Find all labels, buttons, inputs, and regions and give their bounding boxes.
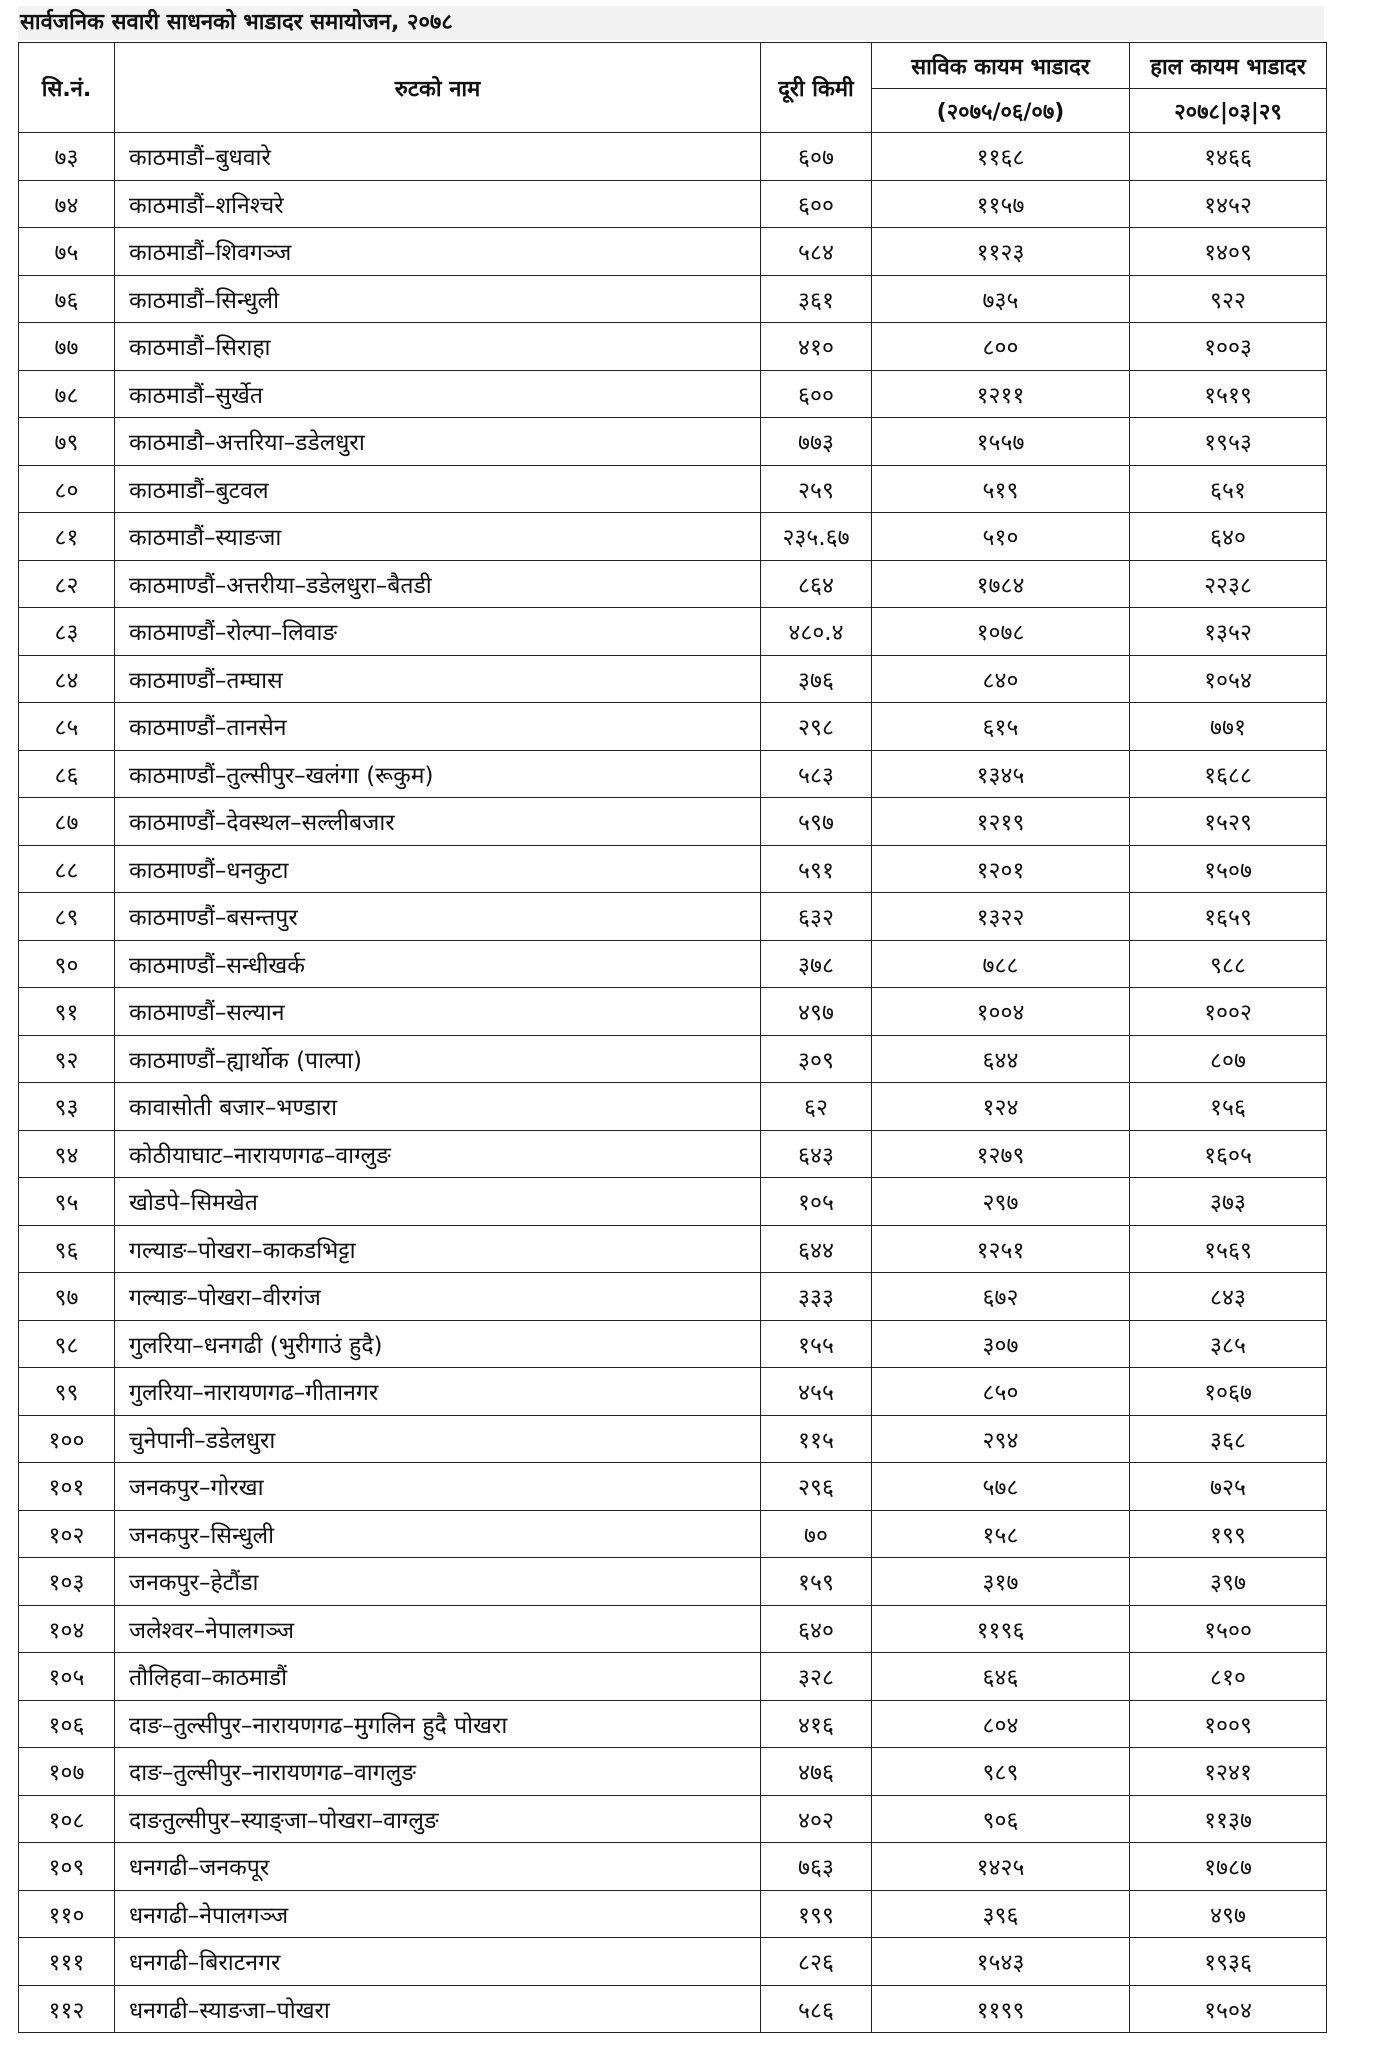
table-row [19, 323, 1327, 371]
cell-route-name: काठमाडौं–सुर्खेत [115, 370, 761, 418]
table-row [19, 1035, 1327, 1083]
cell-old-fare: ५७८ [872, 1463, 1130, 1511]
cell-old-fare: ८०० [872, 323, 1130, 371]
table-row [19, 1700, 1327, 1748]
cell-distance: ६०० [761, 370, 872, 418]
cell-route-name: कावासोती बजार–भण्डारा [115, 1083, 761, 1131]
cell-route-name: काठमाण्डौं–तुल्सीपुर–खलंगा (रूकुम) [115, 750, 761, 798]
cell-new-fare: १५६९ [1130, 1225, 1327, 1273]
cell-route-name: दाङ–तुल्सीपुर–नारायणगढ–मुगलिन हुदै पोखरा [115, 1700, 761, 1748]
cell-new-fare: १००९ [1130, 1700, 1327, 1748]
cell-distance: ४७६ [761, 1748, 872, 1796]
cell-distance: ३७६ [761, 655, 872, 703]
cell-new-fare: १३५२ [1130, 608, 1327, 656]
cell-serial-number: १११ [19, 1938, 115, 1986]
cell-serial-number: ८५ [19, 703, 115, 751]
cell-serial-number: १०५ [19, 1653, 115, 1701]
cell-new-fare: १५६ [1130, 1083, 1327, 1131]
cell-new-fare: ७२५ [1130, 1463, 1327, 1511]
cell-old-fare: १५८ [872, 1510, 1130, 1558]
cell-route-name: काठमाडौं–बुधवारे [115, 133, 761, 181]
cell-old-fare: १४२५ [872, 1843, 1130, 1891]
cell-distance: २३५.६७ [761, 513, 872, 561]
cell-old-fare: १२०१ [872, 845, 1130, 893]
cell-old-fare: १५५७ [872, 418, 1130, 466]
cell-serial-number: ९२ [19, 1035, 115, 1083]
cell-route-name: दाङतुल्सीपुर–स्याङ्जा–पोखरा–वाग्लुङ [115, 1795, 761, 1843]
cell-serial-number: १०६ [19, 1700, 115, 1748]
cell-serial-number: ७५ [19, 228, 115, 276]
cell-new-fare: १२४१ [1130, 1748, 1327, 1796]
cell-distance: ६०० [761, 180, 872, 228]
cell-new-fare: १५०० [1130, 1605, 1327, 1653]
cell-route-name: काठमाडौं–स्याङजा [115, 513, 761, 561]
cell-old-fare: १००४ [872, 988, 1130, 1036]
cell-old-fare: २९४ [872, 1415, 1130, 1463]
cell-old-fare: १२५१ [872, 1225, 1130, 1273]
cell-distance: ५९१ [761, 845, 872, 893]
cell-new-fare: १४०९ [1130, 228, 1327, 276]
cell-serial-number: १०८ [19, 1795, 115, 1843]
cell-old-fare: ८५० [872, 1368, 1130, 1416]
cell-old-fare: ११६८ [872, 133, 1130, 181]
header-route: रुटको नाम [115, 43, 761, 133]
table-row [19, 180, 1327, 228]
cell-distance: ४८०.४ [761, 608, 872, 656]
cell-distance: १९९ [761, 1890, 872, 1938]
cell-serial-number: ९९ [19, 1368, 115, 1416]
cell-serial-number: ९४ [19, 1130, 115, 1178]
cell-serial-number: ८४ [19, 655, 115, 703]
table-row [19, 1178, 1327, 1226]
cell-new-fare: ९८८ [1130, 940, 1327, 988]
cell-distance: ५८६ [761, 1985, 872, 2033]
header-distance: दूरी किमी [761, 43, 872, 133]
table-row [19, 465, 1327, 513]
table-row [19, 1463, 1327, 1511]
cell-route-name: काठमाण्डौं–रोल्पा–लिवाङ [115, 608, 761, 656]
cell-distance: १५५ [761, 1320, 872, 1368]
cell-route-name: धनगढी–बिराटनगर [115, 1938, 761, 1986]
cell-serial-number: ११० [19, 1890, 115, 1938]
header-new-fare: हाल कायम भाडादर [1130, 43, 1327, 89]
cell-new-fare: १६८८ [1130, 750, 1327, 798]
cell-route-name: धनगढी–नेपालगञ्ज [115, 1890, 761, 1938]
cell-serial-number: ७७ [19, 323, 115, 371]
cell-distance: ८६४ [761, 560, 872, 608]
cell-old-fare: ५१० [872, 513, 1130, 561]
cell-new-fare: ३९७ [1130, 1558, 1327, 1606]
cell-route-name: काठमाण्डौं–सन्धीखर्क [115, 940, 761, 988]
cell-route-name: काठमाण्डौं–तम्घास [115, 655, 761, 703]
table-row [19, 1083, 1327, 1131]
cell-old-fare: ७३५ [872, 275, 1130, 323]
header-sn: सि.नं. [19, 43, 115, 133]
cell-old-fare: ६७२ [872, 1273, 1130, 1321]
header-old-fare: साविक कायम भाडादर [872, 43, 1130, 89]
cell-serial-number: १०३ [19, 1558, 115, 1606]
cell-old-fare: १७८४ [872, 560, 1130, 608]
cell-distance: ४१६ [761, 1700, 872, 1748]
cell-new-fare: १००३ [1130, 323, 1327, 371]
cell-distance: २९८ [761, 703, 872, 751]
cell-serial-number: ८२ [19, 560, 115, 608]
cell-old-fare: २९७ [872, 1178, 1130, 1226]
cell-new-fare: ८१० [1130, 1653, 1327, 1701]
cell-old-fare: १०७८ [872, 608, 1130, 656]
table-row [19, 1890, 1327, 1938]
table-row [19, 750, 1327, 798]
cell-serial-number: ७३ [19, 133, 115, 181]
table-row [19, 1558, 1327, 1606]
cell-route-name: गल्याङ–पोखरा–वीरगंज [115, 1273, 761, 1321]
table-row [19, 1843, 1327, 1891]
cell-old-fare: ११५७ [872, 180, 1130, 228]
table-row [19, 1510, 1327, 1558]
cell-serial-number: ८३ [19, 608, 115, 656]
cell-distance: ४०२ [761, 1795, 872, 1843]
cell-new-fare: ६४० [1130, 513, 1327, 561]
cell-old-fare: १३२२ [872, 893, 1130, 941]
cell-new-fare: १९५३ [1130, 418, 1327, 466]
cell-distance: ५८४ [761, 228, 872, 276]
table-row [19, 560, 1327, 608]
cell-old-fare: ८४० [872, 655, 1130, 703]
table-row [19, 1415, 1327, 1463]
cell-new-fare: १५१९ [1130, 370, 1327, 418]
cell-route-name: गुलरिया–धनगढी (भुरीगाउं हुदै) [115, 1320, 761, 1368]
cell-serial-number: १०२ [19, 1510, 115, 1558]
cell-serial-number: ८१ [19, 513, 115, 561]
cell-route-name: काठमाडौं–शिवगञ्ज [115, 228, 761, 276]
cell-serial-number: ९६ [19, 1225, 115, 1273]
cell-route-name: जलेश्वर–नेपालगञ्ज [115, 1605, 761, 1653]
cell-distance: ११५ [761, 1415, 872, 1463]
cell-serial-number: ११२ [19, 1985, 115, 2033]
cell-serial-number: ७६ [19, 275, 115, 323]
table-row [19, 1130, 1327, 1178]
cell-distance: ४९७ [761, 988, 872, 1036]
table-row [19, 1368, 1327, 1416]
table-row [19, 513, 1327, 561]
cell-distance: ६४४ [761, 1225, 872, 1273]
cell-distance: ४१० [761, 323, 872, 371]
cell-distance: २९६ [761, 1463, 872, 1511]
table-row [19, 1273, 1327, 1321]
cell-route-name: कोठीयाघाट–नारायणगढ–वाग्लुङ [115, 1130, 761, 1178]
cell-new-fare: १५०७ [1130, 845, 1327, 893]
cell-new-fare: ३७३ [1130, 1178, 1327, 1226]
cell-serial-number: ७४ [19, 180, 115, 228]
cell-route-name: काठमाण्डौं–अत्तरीया–डडेलधुरा–बैतडी [115, 560, 761, 608]
cell-route-name: काठमाडौं–सिराहा [115, 323, 761, 371]
cell-new-fare: ४९७ [1130, 1890, 1327, 1938]
cell-old-fare: १५४३ [872, 1938, 1130, 1986]
table-row [19, 1225, 1327, 1273]
cell-serial-number: १०७ [19, 1748, 115, 1796]
cell-new-fare: १९३६ [1130, 1938, 1327, 1986]
cell-old-fare: ५१९ [872, 465, 1130, 513]
cell-new-fare: २२३८ [1130, 560, 1327, 608]
cell-new-fare: १९९ [1130, 1510, 1327, 1558]
cell-route-name: गल्याङ–पोखरा–काकडभिट्टा [115, 1225, 761, 1273]
cell-serial-number: ८७ [19, 798, 115, 846]
cell-route-name: काठमाडौं–शनिश्चरे [115, 180, 761, 228]
cell-route-name: धनगढी–जनकपूर [115, 1843, 761, 1891]
cell-old-fare: ६१५ [872, 703, 1130, 751]
table-row [19, 1748, 1327, 1796]
cell-old-fare: १२४ [872, 1083, 1130, 1131]
cell-old-fare: ११९९ [872, 1985, 1130, 2033]
cell-new-fare: ६५१ [1130, 465, 1327, 513]
cell-new-fare: १६०५ [1130, 1130, 1327, 1178]
cell-new-fare: १००२ [1130, 988, 1327, 1036]
cell-distance: ८२६ [761, 1938, 872, 1986]
table-row [19, 1605, 1327, 1653]
cell-new-fare: १४५२ [1130, 180, 1327, 228]
cell-distance: ७७३ [761, 418, 872, 466]
cell-distance: ७० [761, 1510, 872, 1558]
cell-old-fare: १२१९ [872, 798, 1130, 846]
cell-route-name: काठमाडौं–सिन्धुली [115, 275, 761, 323]
cell-route-name: जनकपुर–हेटौंडा [115, 1558, 761, 1606]
cell-old-fare: ८०४ [872, 1700, 1130, 1748]
cell-new-fare: ७७१ [1130, 703, 1327, 751]
cell-serial-number: ९५ [19, 1178, 115, 1226]
table-row [19, 893, 1327, 941]
cell-serial-number: ७९ [19, 418, 115, 466]
cell-new-fare: १७८७ [1130, 1843, 1327, 1891]
cell-old-fare: ६४४ [872, 1035, 1130, 1083]
cell-distance: ५८३ [761, 750, 872, 798]
table-row [19, 228, 1327, 276]
cell-old-fare: ९०६ [872, 1795, 1130, 1843]
cell-old-fare: ६४६ [872, 1653, 1130, 1701]
cell-route-name: खोडपे–सिमखेत [115, 1178, 761, 1226]
cell-distance: ५९७ [761, 798, 872, 846]
cell-old-fare: ११९६ [872, 1605, 1130, 1653]
cell-distance: ३२८ [761, 1653, 872, 1701]
cell-distance: ३०९ [761, 1035, 872, 1083]
fare-table-body [19, 133, 1327, 2033]
cell-route-name: काठमाण्डौं–सल्यान [115, 988, 761, 1036]
table-row [19, 418, 1327, 466]
cell-route-name: जनकपुर–सिन्धुली [115, 1510, 761, 1558]
cell-old-fare: ३९६ [872, 1890, 1130, 1938]
cell-old-fare: १३४५ [872, 750, 1130, 798]
table-row [19, 940, 1327, 988]
cell-serial-number: ९१ [19, 988, 115, 1036]
cell-serial-number: ७८ [19, 370, 115, 418]
cell-serial-number: ९३ [19, 1083, 115, 1131]
cell-route-name: तौलिहवा–काठमाडौं [115, 1653, 761, 1701]
cell-new-fare: ८०७ [1130, 1035, 1327, 1083]
cell-new-fare: ३६८ [1130, 1415, 1327, 1463]
cell-route-name: दाङ–तुल्सीपुर–नारायणगढ–वागलुङ [115, 1748, 761, 1796]
cell-old-fare: ७८८ [872, 940, 1130, 988]
cell-route-name: चुनेपानी–डडेलधुरा [115, 1415, 761, 1463]
cell-serial-number: ८९ [19, 893, 115, 941]
cell-serial-number: १०९ [19, 1843, 115, 1891]
cell-old-fare: ११२३ [872, 228, 1130, 276]
cell-route-name: काठमाडौं–बुटवल [115, 465, 761, 513]
cell-distance: २५९ [761, 465, 872, 513]
cell-new-fare: १५०४ [1130, 1985, 1327, 2033]
table-row [19, 1938, 1327, 1986]
cell-new-fare: ९२२ [1130, 275, 1327, 323]
cell-new-fare: १४६६ [1130, 133, 1327, 181]
header-old-fare-date: (२०७५/०६/०७) [872, 89, 1130, 133]
table-row [19, 845, 1327, 893]
fare-table [18, 42, 1327, 2033]
cell-new-fare: १०६७ [1130, 1368, 1327, 1416]
cell-old-fare: ९८९ [872, 1748, 1130, 1796]
cell-new-fare: १६५९ [1130, 893, 1327, 941]
cell-serial-number: ९० [19, 940, 115, 988]
cell-distance: १०५ [761, 1178, 872, 1226]
table-row [19, 1320, 1327, 1368]
cell-route-name: धनगढी–स्याङजा–पोखरा [115, 1985, 761, 2033]
cell-distance: ६४३ [761, 1130, 872, 1178]
table-row [19, 133, 1327, 181]
cell-new-fare: ८४३ [1130, 1273, 1327, 1321]
cell-new-fare: ११३७ [1130, 1795, 1327, 1843]
cell-new-fare: १०५४ [1130, 655, 1327, 703]
cell-distance: ४५५ [761, 1368, 872, 1416]
table-row [19, 703, 1327, 751]
table-row [19, 655, 1327, 703]
cell-serial-number: १०१ [19, 1463, 115, 1511]
table-row [19, 275, 1327, 323]
cell-route-name: काठमाण्डौं–ह्यार्थोक (पाल्पा) [115, 1035, 761, 1083]
cell-serial-number: ८६ [19, 750, 115, 798]
cell-route-name: गुलरिया–नारायणगढ–गीतानगर [115, 1368, 761, 1416]
table-row [19, 1795, 1327, 1843]
table-row [19, 608, 1327, 656]
cell-serial-number: १०४ [19, 1605, 115, 1653]
cell-route-name: काठमाडौ–अत्तरिया–डडेलधुरा [115, 418, 761, 466]
cell-distance: १५९ [761, 1558, 872, 1606]
cell-serial-number: ८० [19, 465, 115, 513]
cell-new-fare: ३८५ [1130, 1320, 1327, 1368]
cell-distance: ६२ [761, 1083, 872, 1131]
cell-route-name: काठमाण्डौं–तानसेन [115, 703, 761, 751]
table-row [19, 988, 1327, 1036]
header-new-fare-date: २०७८|०३|२९ [1130, 89, 1327, 133]
table-row [19, 1653, 1327, 1701]
cell-old-fare: १२११ [872, 370, 1130, 418]
table-row [19, 370, 1327, 418]
cell-route-name: जनकपुर–गोरखा [115, 1463, 761, 1511]
cell-old-fare: ३१७ [872, 1558, 1130, 1606]
cell-distance: ६४० [761, 1605, 872, 1653]
cell-old-fare: १२७९ [872, 1130, 1130, 1178]
cell-new-fare: १५२९ [1130, 798, 1327, 846]
cell-serial-number: ९८ [19, 1320, 115, 1368]
cell-serial-number: ९७ [19, 1273, 115, 1321]
cell-distance: ७६३ [761, 1843, 872, 1891]
cell-distance: ३७८ [761, 940, 872, 988]
page-title: सार्वजनिक सवारी साधनको भाडादर समायोजन, २०७८ [18, 6, 1324, 40]
cell-distance: ३६१ [761, 275, 872, 323]
cell-serial-number: १०० [19, 1415, 115, 1463]
cell-route-name: काठमाण्डौं–बसन्तपुर [115, 893, 761, 941]
cell-route-name: काठमाण्डौं–धनकुटा [115, 845, 761, 893]
cell-distance: ६०७ [761, 133, 872, 181]
table-row [19, 1985, 1327, 2033]
cell-distance: ३३३ [761, 1273, 872, 1321]
cell-distance: ६३२ [761, 893, 872, 941]
cell-route-name: काठमाण्डौं–देवस्थल–सल्लीबजार [115, 798, 761, 846]
cell-serial-number: ८८ [19, 845, 115, 893]
cell-old-fare: ३०७ [872, 1320, 1130, 1368]
table-row [19, 798, 1327, 846]
